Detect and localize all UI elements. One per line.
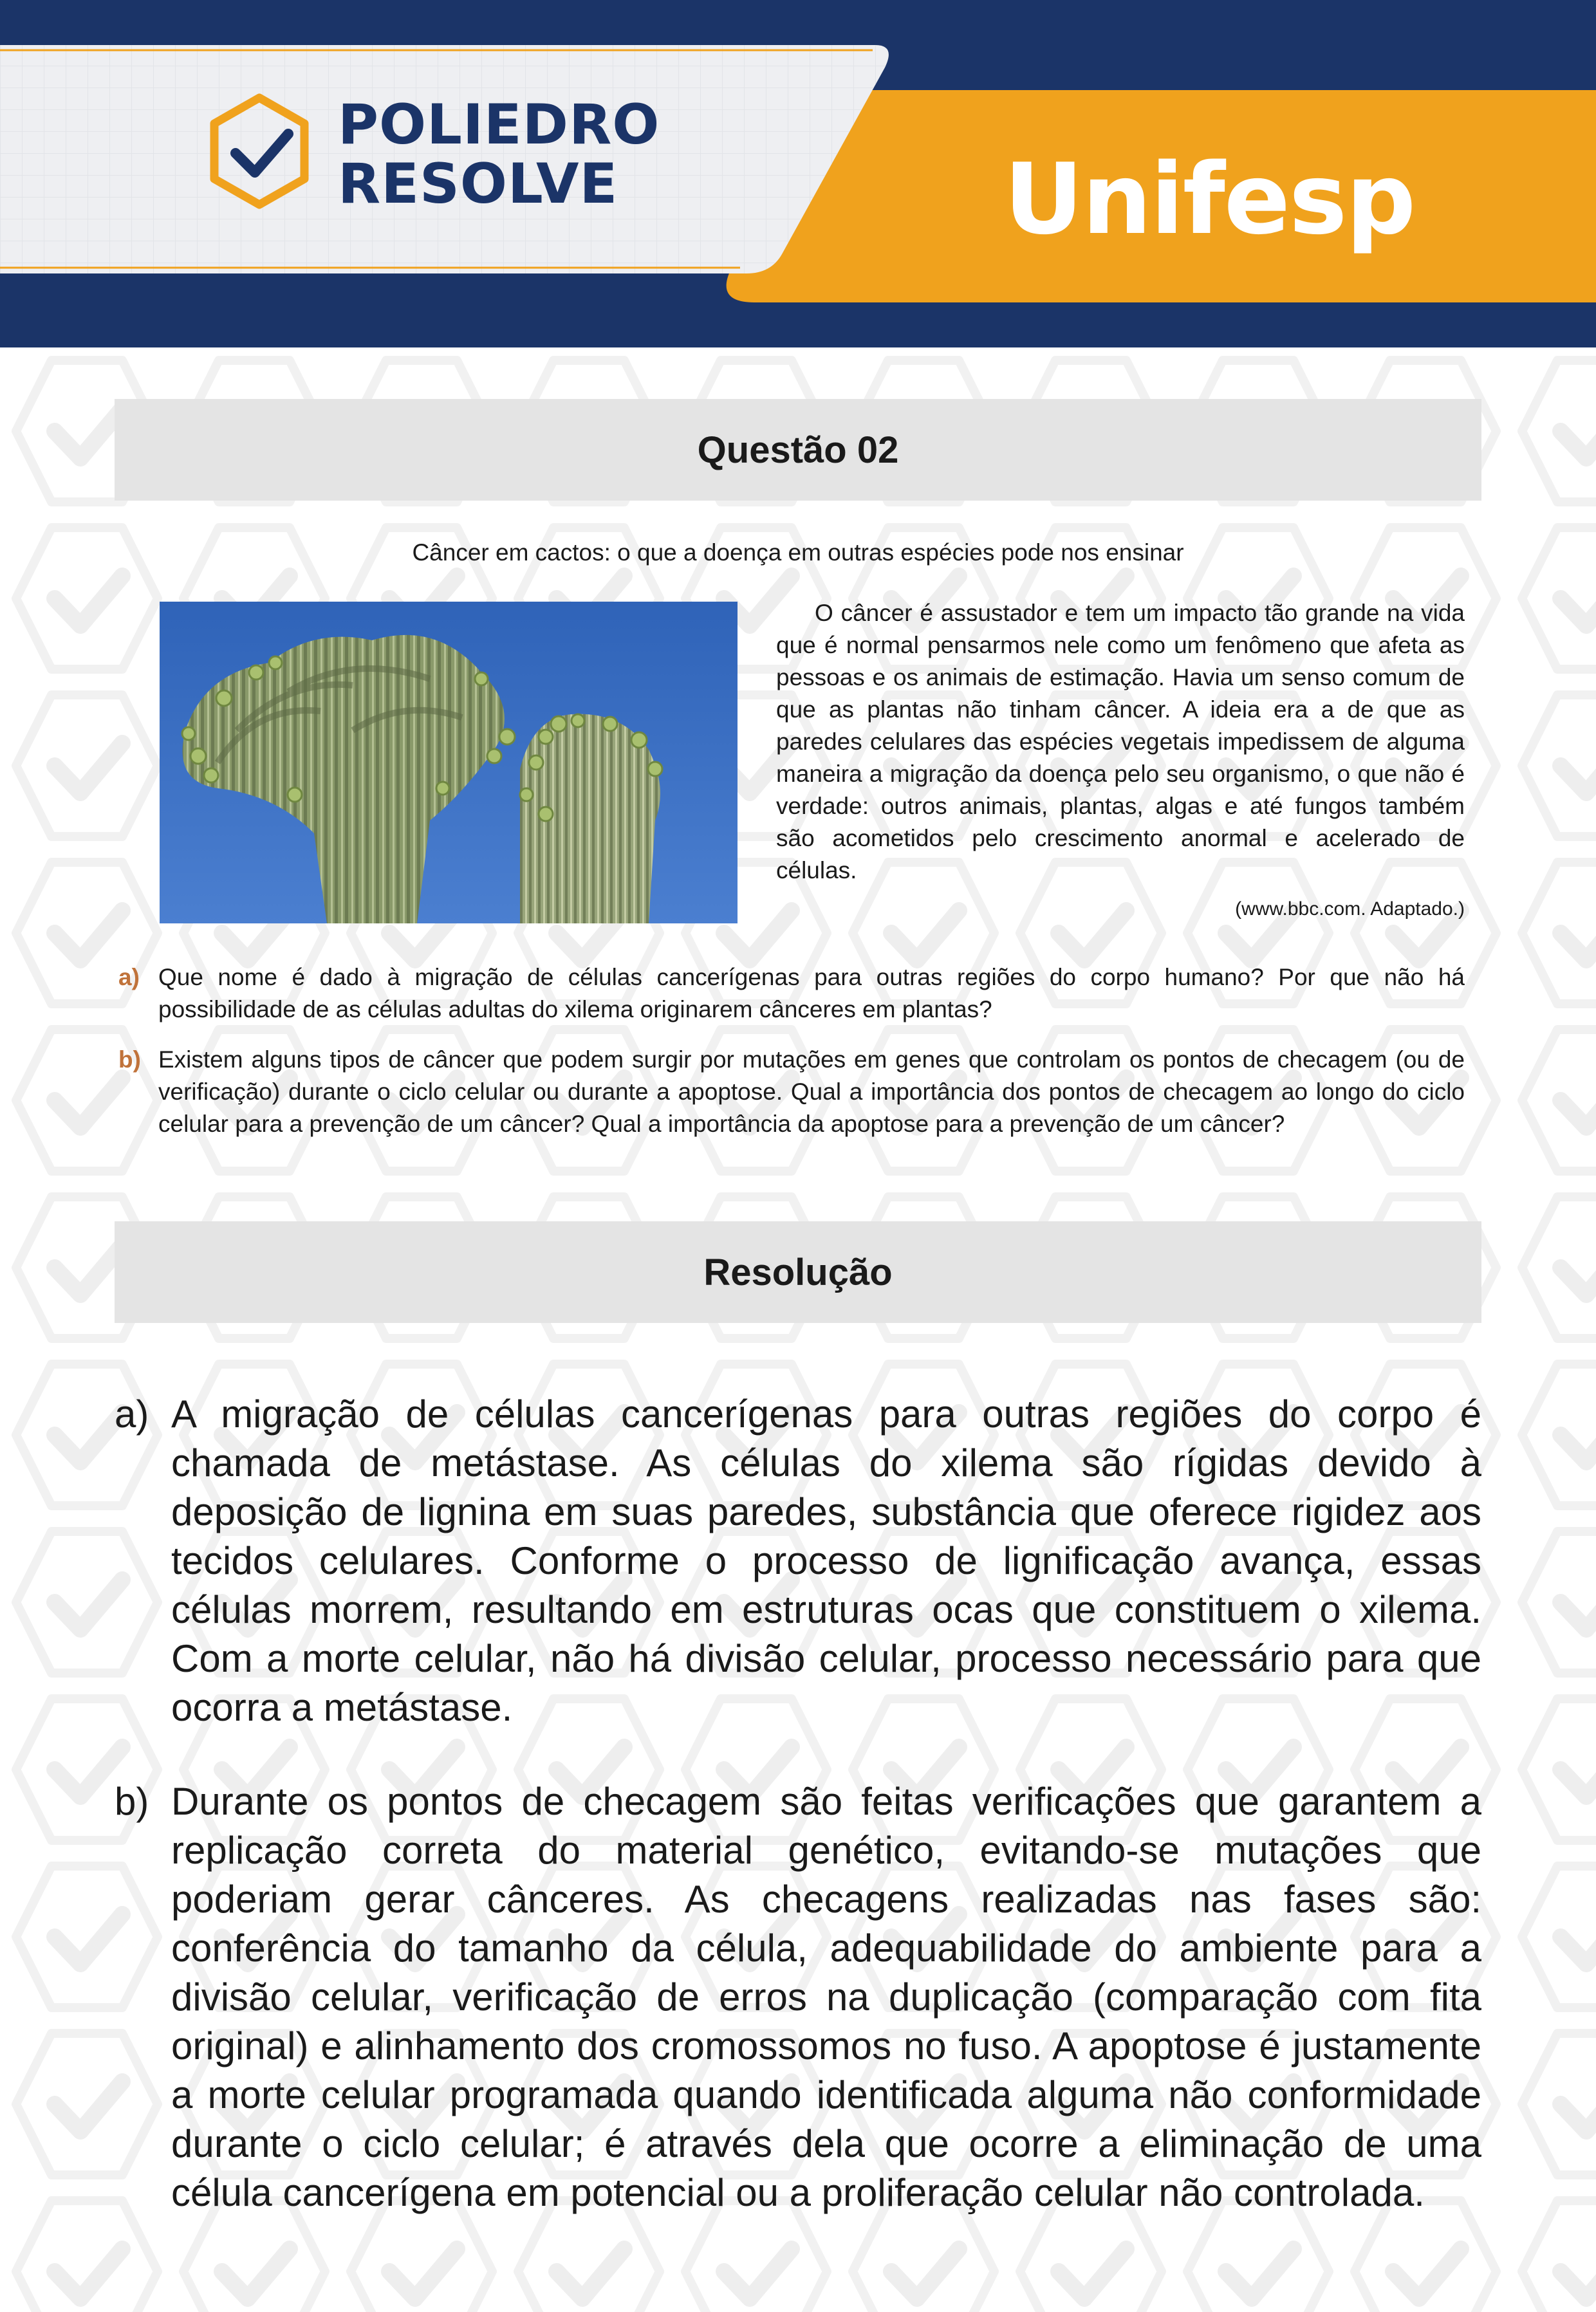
question-item-b	[118, 1044, 1465, 1140]
brand-line-2: RESOLVE	[338, 152, 618, 216]
cactus-photo	[160, 602, 738, 923]
answer-item-letter: a)	[115, 1392, 149, 1436]
question-item-text: Existem alguns tipos de câncer que podem surgir por mutações em genes que controlam os pontos de checagem (ou de verificação) durante o ciclo celular ou durante a apoptose. Qual a importância dos pontos de checagem ao longo do ciclo celular para a prevenção de um câncer? Qual a importância da apoptose para a prevenção de um câncer?	[158, 1046, 1465, 1137]
question-item-text: Que nome é dado à migração de células cancerígenas para outras regiões do corpo humano? Por que não há possibilidade de as células adultas do xilema originarem cânceres em plantas?	[158, 964, 1465, 1022]
answer-item-b	[115, 1777, 1481, 2217]
question-item-letter: b)	[118, 1046, 141, 1073]
question-item-a	[118, 961, 1465, 1026]
answer-item-a	[115, 1390, 1481, 1732]
resolution-items	[115, 1390, 1481, 2262]
article-text: O câncer é assustador e tem um impacto tão grande na vida que é normal pensarmos nele como um fenômeno que afeta as pessoas e os animais de estimação. Havia um senso comum de que as plantas não tinham câncer. A ideia era a de que as paredes celulares das espécies vegetais impedissem de alguma maneira a migração da doença pelo seu organismo, o que não é verdade: outros animais, plantas, algas e até fungos também são acometidos pelo crescimento anormal e acelerado de células.	[776, 600, 1465, 883]
exam-name: Unifesp	[1004, 142, 1415, 256]
page-header	[0, 0, 1596, 347]
question-title-bar	[115, 399, 1481, 501]
text-title: Câncer em cactos: o que a doença em outras espécies pode nos ensinar	[412, 539, 1184, 566]
article-source: (www.bbc.com. Adaptado.)	[1235, 898, 1465, 920]
resolution-title-bar	[115, 1221, 1481, 1323]
brand-name	[338, 95, 660, 214]
question-title: Questão 02	[697, 429, 899, 471]
answer-item-text: Durante os pontos de checagem são feitas verificações que garantem a replicação correta do material genético, evitando-se mutações que poderiam gerar cânceres. As checagens realizadas nas fases são: conferência do tamanho da célula, adequabilidade do ambiente para a divisão celular, verificação de erros na duplicação (comparação com fita original) e alinhamento dos cromossomos no fuso. A apoptose é justamente a morte celular programada quando identificada alguma não conformidade durante o ciclo celular; é através dela que ocorre a eliminação de uma célula cancerígena em potencial ou a proliferação celular não controlada.	[171, 1780, 1481, 2214]
resolution-title: Resolução	[703, 1251, 893, 1293]
poliedro-logo-icon	[205, 90, 314, 212]
answer-item-text: A migração de células cancerígenas para outras regiões do corpo é chamada de metástase. As células do xilema são rígidas devido à deposição de lignina em suas paredes, substância que oferece rigidez aos tecidos celulares. Conforme o processo de lignificação avança, essas células morrem, resultando em estruturas ocas que constituem o xilema. Com a morte celular, não há divisão celular, processo necessário para que ocorra a metástase.	[171, 1392, 1481, 1729]
question-items	[118, 961, 1465, 1158]
answer-item-letter: b)	[115, 1780, 149, 1823]
brand-line-1: POLIEDRO	[338, 93, 660, 157]
question-item-letter: a)	[118, 964, 140, 990]
